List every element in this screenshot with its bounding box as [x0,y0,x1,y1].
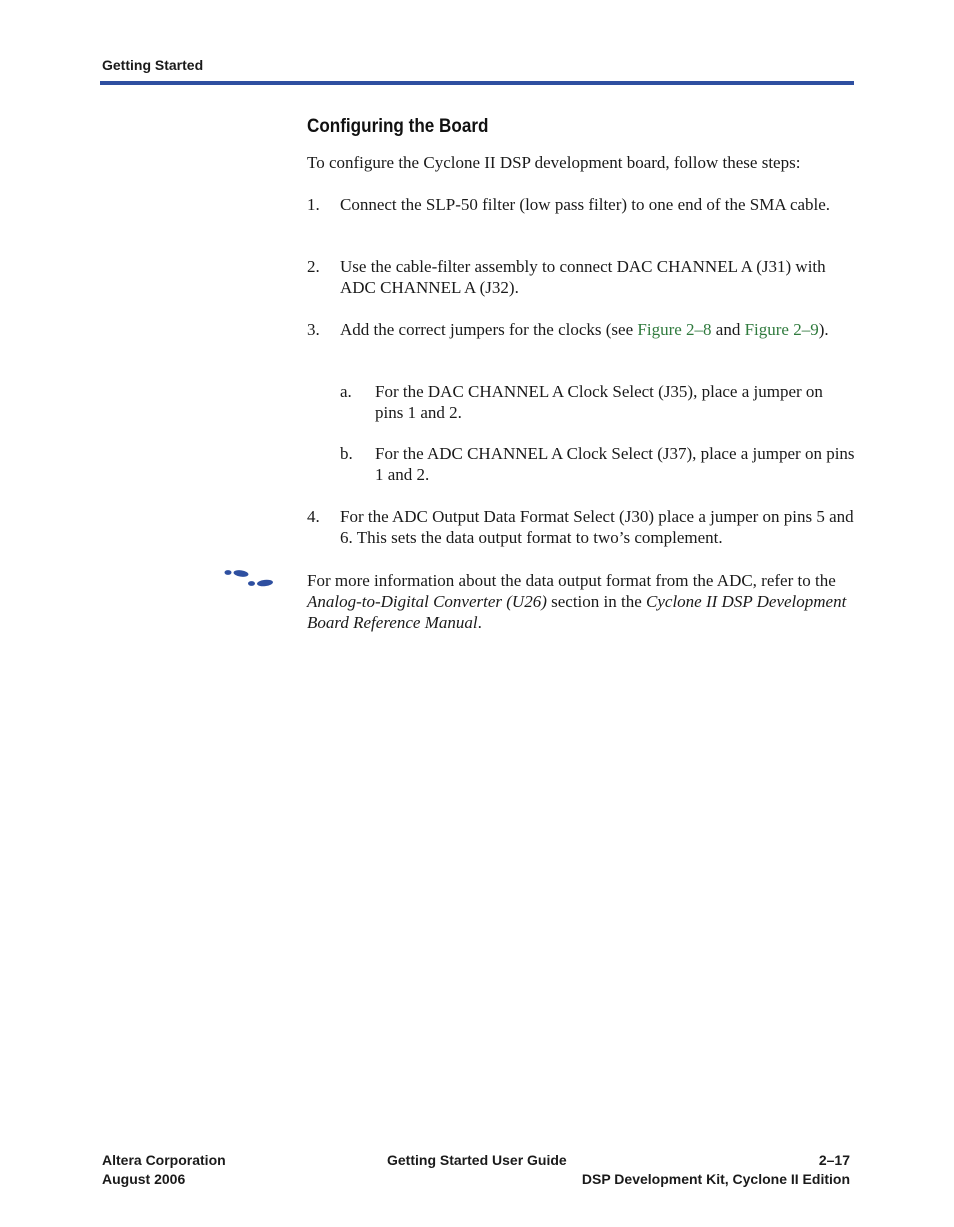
note-text-part: . [477,613,482,632]
step-number: 1. [307,195,320,214]
footer-date: August 2006 [102,1171,186,1187]
step-text-part: Add the correct jumpers for the clocks (see [340,320,638,339]
substep-letter: a. [340,382,352,401]
substep-letter: b. [340,444,353,463]
substep-text: For the DAC CHANNEL A Clock Select (J35), place a jumper on pins 1 and 2. [375,382,823,422]
footsteps-icon [222,568,276,590]
intro-paragraph: To configure the Cyclone II DSP development board, follow these steps: [307,153,801,172]
note-italic-manual: Cyclone II DSP Development Board Reference Manual [307,592,847,632]
footer-right [582,1151,850,1189]
step-text: For the ADC Output Data Format Select (J30) place a jumper on pins 5 and 6. This sets the data output format to two’s complement. [340,507,854,547]
section-title: Configuring the Board [307,116,489,137]
footer-edition: DSP Development Kit, Cyclone II Edition [581,1171,850,1187]
substep-text: For the ADC CHANNEL A Clock Select (J37), place a jumper on pins 1 and 2. [375,444,855,484]
step-number: 4. [307,507,320,526]
figure-2-9-link[interactable]: Figure 2–9 [744,320,819,339]
step-number: 3. [307,320,320,339]
footer-center [387,1151,567,1170]
step-text [340,319,857,340]
figure-2-8-link[interactable]: Figure 2–8 [637,320,712,339]
step-text-part: and [711,320,745,339]
note-italic-reference: Analog-to-Digital Converter (U26) [307,592,547,611]
note-text-part: For more information about the data output format from the ADC, refer to the [307,571,836,590]
step-number: 2. [307,257,320,276]
note-text [307,570,857,633]
running-header: Getting Started [102,57,204,73]
footer-page-number: 2–17 [818,1152,850,1168]
header-rule [100,81,854,85]
step-text-part: ). [818,320,829,339]
footer-guide: Getting Started User Guide [387,1152,567,1168]
footer-left [102,1151,226,1189]
step-text: Connect the SLP-50 filter (low pass filter) to one end of the SMA cable. [340,195,831,214]
step-text: Use the cable-filter assembly to connect DAC CHANNEL A (J31) with ADC CHANNEL A (J32). [340,257,826,297]
note-text-part: section in the [546,592,647,611]
footer-company: Altera Corporation [102,1152,226,1168]
